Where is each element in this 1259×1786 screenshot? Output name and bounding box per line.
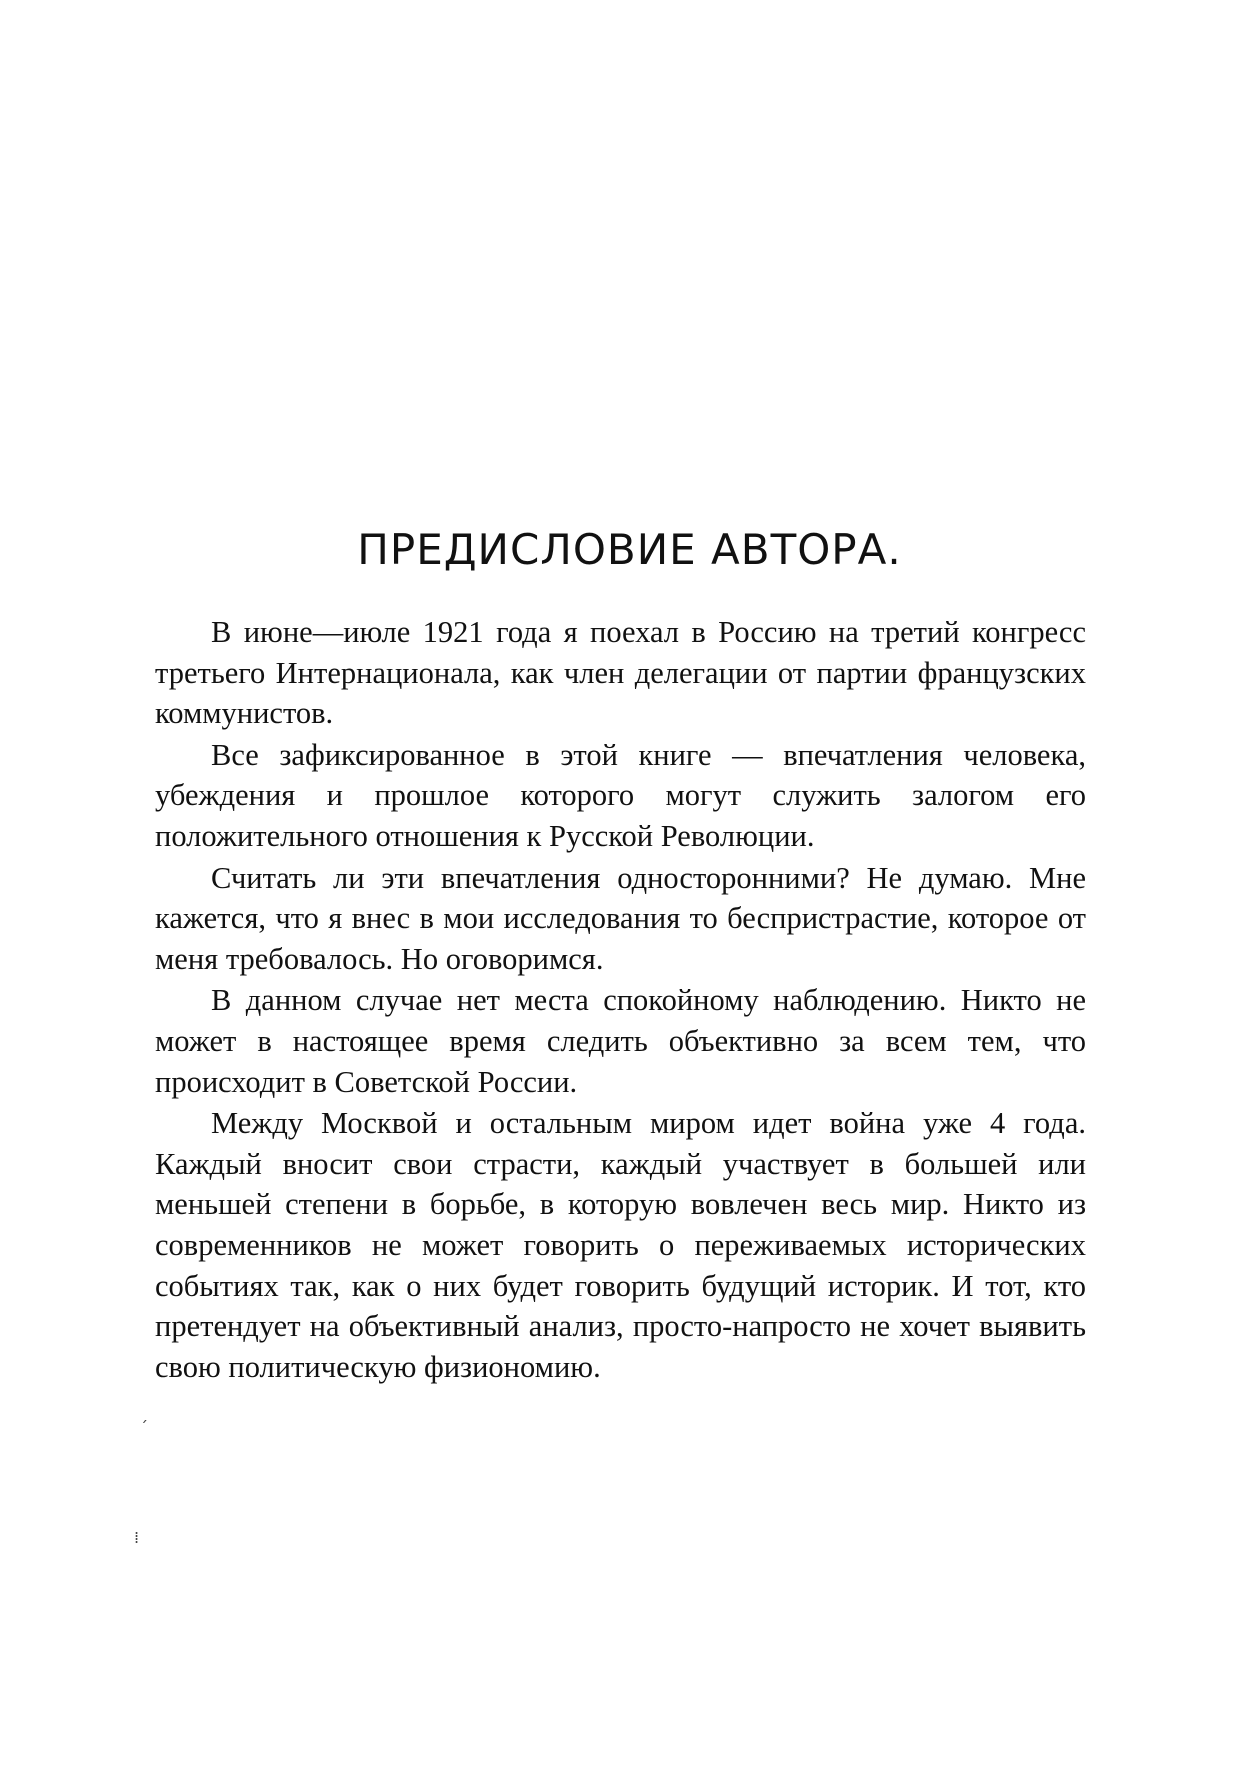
body-text xyxy=(155,612,1086,1388)
paragraph-2: Все зафиксированное в этой книге — впечатления человека, убеждения и прошлое которого могут служить залогом его положительного отношения к Русской Революции. xyxy=(155,737,1086,853)
paragraph-5: Между Москвой и остальным миром идет война уже 4 года. Каждый вносит свои страсти, каждый участвует в большей или меньшей степени в борьбе, в которую вовлечен весь мир. Никто из современников не может говорить о переживаемых исторических событиях так, как о них будет говорить будущий историк. И тот, кто претендует на объективный анализ, просто-напросто не хочет выявить свою политическую физиономию. xyxy=(155,1106,1086,1384)
scan-speck: ˏ xyxy=(140,1404,148,1423)
paragraph-3: Считать ли эти впечатления односторонними? Не думаю. Мне кажется, что я внес в мои исследования то беспристрастие, которое от меня требовалось. Но оговоримся. xyxy=(155,860,1086,976)
scan-speck: ⁞ xyxy=(134,1528,140,1547)
page-title: ПРЕДИСЛОВИЕ АВТОРА. xyxy=(357,525,902,574)
paragraph-1: В июне—июле 1921 года я поехал в Россию на третий конгресс третьего Интернационала, как член делегации от партии французских коммунистов. xyxy=(155,615,1086,731)
paragraph-4: В данном случае нет места спокойному наблюдению. Никто не может в настоящее время следить объективно за всем тем, что происходит в Советской России. xyxy=(155,983,1086,1099)
